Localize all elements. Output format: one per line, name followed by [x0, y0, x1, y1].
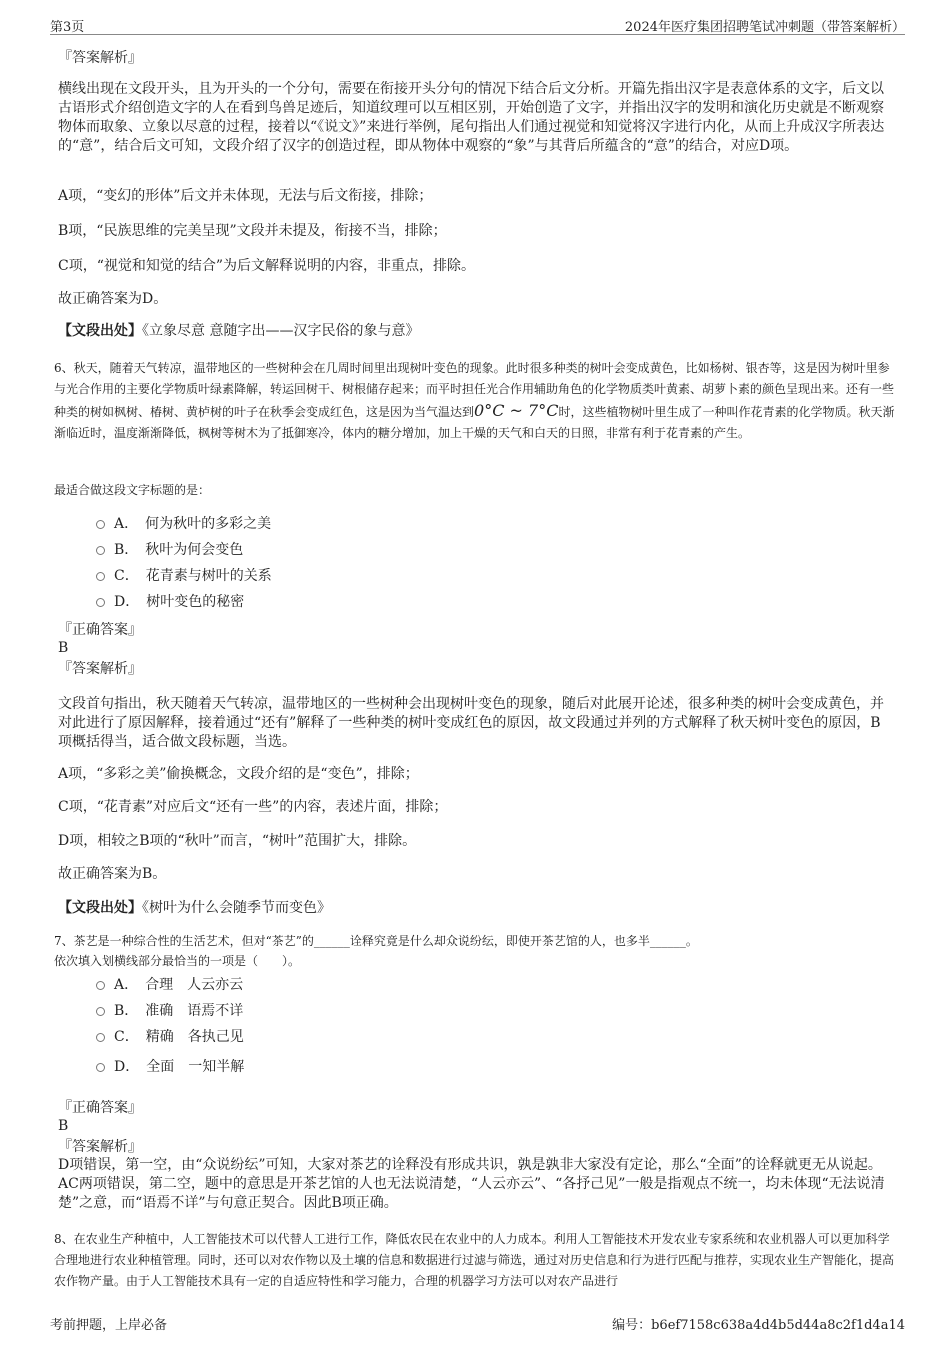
radio-button[interactable] [96, 1007, 105, 1016]
radio-button[interactable] [96, 981, 105, 990]
q6-prompt: 最适合做这段文字标题的是： [54, 483, 211, 497]
q6-stem [54, 358, 896, 444]
radio-button[interactable] [96, 598, 105, 607]
q7-answer: B [58, 1118, 69, 1134]
q7-prompt: 依次填入划横线部分最恰当的一项是（ ）。 [54, 954, 301, 968]
page-number: 第3页 [50, 20, 85, 35]
radio-button[interactable] [96, 1063, 105, 1072]
q6-analysis-label: 『答案解析』 [58, 661, 142, 677]
q6-text-before: 6、秋天，随着天气转凉，温带地区的一些树种会在几周时间里出现树叶变色的现象。此时很多种类的树叶会变成黄色，比如杨树、银杏等，这是因为树叶里参与光合作用的主要化学物质叶绿素降解，转运回树干、树根储存起来；而平时担任光合作用辅助角色的化学物质类叶黄素、胡萝卜素的颜色呈现出来。还有一些种类的树如枫树、椿树、黄栌树的叶子在秋季会变成红色，这是因为当气温达到 [54, 361, 895, 419]
q5-conclusion: 故正确答案为D。 [58, 291, 168, 307]
q5-source-label: 【文段出处】 [58, 323, 142, 339]
q6-option-d[interactable]: D． 树叶变色的秘密 [96, 593, 244, 611]
q7-option-b[interactable]: B． 准确 语焉不详 [96, 1002, 243, 1020]
q7-answer-label: 『正确答案』 [58, 1100, 142, 1116]
q5-analysis-label: 『答案解析』 [58, 50, 142, 66]
radio-button[interactable] [96, 520, 105, 529]
q6-option-a[interactable]: A． 何为秋叶的多彩之美 [96, 515, 271, 533]
page-header [50, 16, 905, 35]
q6-temperature-range: 0°C ~ 7°C [474, 401, 559, 420]
footer-code-value: b6ef7158c638a4d4b5d44a8c2f1d4a14 [651, 1318, 905, 1333]
q7-option-a[interactable]: A． 合理 人云亦云 [96, 976, 243, 994]
q6-option-a-analysis: A项，“多彩之美”偷换概念，文段介绍的是“变色”，排除； [58, 766, 419, 782]
radio-button[interactable] [96, 572, 105, 581]
radio-button[interactable] [96, 1033, 105, 1042]
q6-option-d-analysis: D项，相较之B项的“秋叶”而言，“树叶”范围扩大，排除。 [58, 833, 417, 849]
q6-text-after: 时，这些植物树叶里生成了一种叫作花青素的化学物质。秋天渐渐临近时，温度渐渐降低，枫树等树木为了抵御寒冷，体内的糖分增加，加上干燥的天气和白天的日照，非常有利于花青素的产生。 [54, 405, 895, 440]
q5-option-c-analysis: C项，“视觉和知觉的结合”为后文解释说明的内容，非重点，排除。 [58, 258, 476, 274]
q5-option-a-analysis: A项，“变幻的形体”后文并未体现，无法与后文衔接，排除； [58, 188, 433, 204]
q7-option-c[interactable]: C． 精确 各执己见 [96, 1028, 244, 1046]
q6-option-b[interactable]: B． 秋叶为何会变色 [96, 541, 243, 559]
q6-answer: B [58, 640, 69, 656]
q5-source-text: 《立象尽意 意随字出——汉字民俗的象与意》 [142, 323, 420, 339]
q6-option-c-analysis: C项，“花青素”对应后文“还有一些”的内容，表述片面，排除； [58, 799, 448, 815]
q6-source [58, 899, 893, 918]
q6-source-label: 【文段出处】 [58, 900, 142, 916]
q6-source-text: 《树叶为什么会随季节而变色》 [142, 900, 331, 916]
q6-answer-label: 『正确答案』 [58, 622, 142, 638]
footer-code [612, 1314, 905, 1333]
footer-slogan: 考前押题，上岸必备 [50, 1318, 168, 1333]
q8-stem: 8、在农业生产种植中，人工智能技术可以代替人工进行工作，降低农民在农业中的人力成本。利用人工智能技术开发农业专家系统和农业机器人可以更加科学合理地进行农业种植管理。同时，还可以对农作物以及土壤的信息和数据进行过滤与筛选，通过对历史信息和行为进行匹配与推荐，实现农业生产智能化，提高农作物产量。由于人工智能技术具有一定的自适应特性和学习能力，合理的机器学习方法可以对农产品进行 [54, 1232, 895, 1288]
q6-option-c[interactable]: C． 花青素与树叶的关系 [96, 567, 272, 585]
q7-analysis-text: D项错误，第一空，由“众说纷纭”可知，大家对茶艺的诠释没有形成共识，孰是孰非大家没有定论，那么“全面”的诠释就更无从说起。AC两项错误，第二空，题中的意思是开茶艺馆的人也无法说清楚，“人云亦云”、“各抒己见”一般是指观点不统一，均未体现“无法说清楚”之意，而“语焉不详”与句意正契合。因此B项正确。 [58, 1157, 885, 1211]
q6-analysis-text: 文段首句指出，秋天随着天气转凉，温带地区的一些树种会出现树叶变色的现象，随后对此展开论述，很多种类的树叶会变成黄色，并对此进行了原因解释，接着通过“还有”解释了一些种类的树叶变成红色的原因，故文段通过并列的方式解释了秋天树叶变色的原因，B项概括得当，适合做文段标题，当选。 [58, 696, 884, 750]
q7-stem: 7、茶艺是一种综合性的生活艺术，但对“茶艺”的______诠释究竟是什么却众说纷纭，即使开茶艺馆的人，也多半______。 [54, 934, 698, 948]
q5-option-b-analysis: B项，“民族思维的完美呈现”文段并未提及，衔接不当，排除； [58, 223, 447, 239]
q7-option-d[interactable]: D． 全面 一知半解 [96, 1058, 244, 1076]
document-title: 2024年医疗集团招聘笔试冲刺题（带答案解析） [624, 20, 905, 35]
q7-analysis-label: 『答案解析』 [58, 1139, 142, 1155]
q5-source [58, 322, 893, 341]
radio-button[interactable] [96, 546, 105, 555]
q6-conclusion: 故正确答案为B。 [58, 866, 167, 882]
q5-analysis-text: 横线出现在文段开头，且为开头的一个分句，需要在衔接开头分句的情况下结合后文分析。开篇先指出汉字是表意体系的文字，后文以古语形式介绍创造文字的人在看到鸟兽足迹后，知道纹理可以互相区别，开始创造了文字，并指出汉字的发明和演化历史就是不断观察物体而取象、立象以尽意的过程，接着以“《说文》”来进行举例，尾句指出人们通过视觉和知觉将汉字进行内化，从而上升成汉字所表达的“意”，结合后文可知，文段介绍了汉字的创造过程，即从物体中观察的“象”与其背后所蕴含的“意”的结合，对应D项。 [58, 81, 885, 154]
footer-code-label: 编号： [612, 1318, 652, 1333]
